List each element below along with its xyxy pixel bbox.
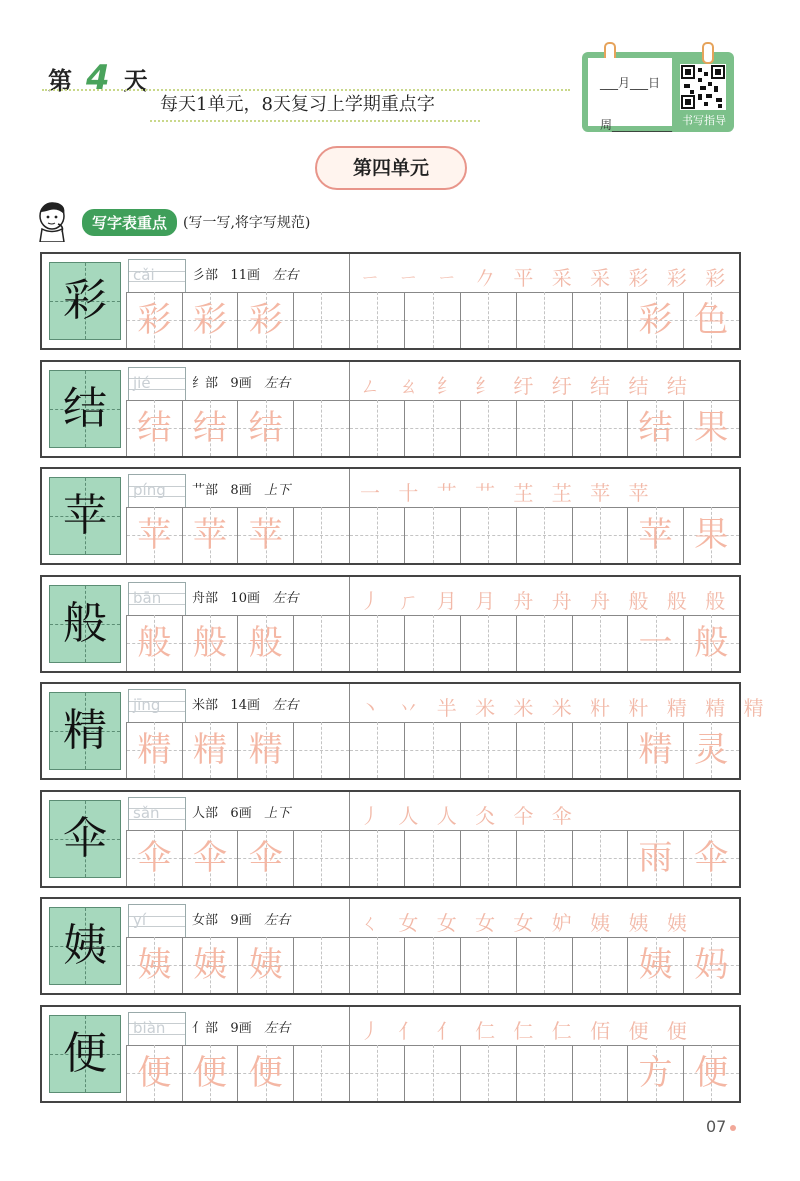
trace-character [517,292,572,348]
writing-cell[interactable] [516,937,572,993]
writing-cell[interactable] [182,615,238,671]
trace-character [405,830,460,886]
trace-character: 妈 [694,945,729,985]
info-divider [349,254,350,292]
model-character [49,692,121,770]
writing-cell[interactable] [237,615,293,671]
model-character [49,907,121,985]
trace-character [350,722,405,778]
trace-character: 结 [137,407,172,448]
trace-character [517,1045,572,1101]
writing-cell[interactable] [126,292,182,348]
writing-cell[interactable] [460,507,516,563]
writing-cell[interactable] [182,1045,238,1101]
trace-character [573,615,628,671]
writing-cell[interactable] [516,292,572,348]
date-fill-area [588,58,673,132]
trace-character [517,722,572,778]
pinyin-text: yí [133,911,147,929]
pinyin-box [128,904,186,938]
trace-character [294,830,349,886]
trace-character: 般 [248,622,283,663]
writing-cell[interactable] [627,400,683,456]
writing-grid [126,507,739,563]
trace-character: 姨 [638,945,673,985]
model-character-text: 姨 [63,920,107,971]
trace-character [461,507,516,563]
day-prefix: 第 [48,66,72,95]
trace-character [461,615,516,671]
trace-character [461,292,516,348]
stroke-count: 9画 [230,1020,252,1036]
pinyin-text: bān [133,588,162,607]
trace-character: 伞 [137,837,172,878]
writing-cell[interactable] [404,722,460,778]
writing-cell[interactable] [627,615,683,671]
writing-grid [126,830,739,886]
writing-grid [126,1045,739,1101]
writing-cell[interactable] [627,722,683,778]
writing-grid [126,722,739,778]
writing-cell[interactable] [516,1045,572,1101]
trace-character: 精 [193,730,228,770]
trace-character: 雨 [638,837,673,878]
qr-code-icon[interactable] [680,64,726,110]
writing-cell[interactable] [182,507,238,563]
trace-character: 苹 [193,515,228,555]
writing-grid [126,615,739,671]
model-character-text: 般 [63,597,107,649]
writing-cell[interactable] [182,400,238,456]
trace-character [350,615,405,671]
stroke-count: 8画 [230,483,252,498]
structure: 左右 [264,375,291,391]
model-character [49,800,121,878]
trace-character: 般 [137,622,172,663]
stroke-order: ㄥ ㄠ 纟 纟 纡 纡 结 结 结 [360,373,693,398]
trace-character [517,507,572,563]
date-card [582,52,734,132]
pinyin-text: jié [133,373,151,392]
trace-character [405,400,460,456]
writing-cell[interactable] [126,937,182,993]
trace-character [405,1045,460,1101]
trace-character [573,937,628,993]
pinyin-box [128,259,186,293]
section-badge: 写字表重点 [82,209,177,236]
model-character-text: 苹 [63,490,107,541]
trace-character: 姨 [137,945,172,985]
writing-cell[interactable] [349,615,405,671]
binder-ring-icon [702,42,714,64]
day-suffix: 天 [123,66,148,95]
date-weekday: 周__________ [600,118,673,132]
pinyin-box [128,582,186,616]
writing-cell[interactable] [460,830,516,886]
radical: 人部 [192,805,219,821]
model-character-text: 结 [63,382,107,434]
pinyin-box [128,367,186,401]
writing-cell[interactable] [237,400,293,456]
writing-cell[interactable] [182,937,238,993]
info-divider [349,577,350,615]
writing-cell[interactable] [683,292,739,348]
writing-cell[interactable] [293,615,349,671]
trace-character: 彩 [137,300,172,340]
section-note: (写一写,将字写规范) [183,215,311,231]
structure: 左右 [264,913,291,928]
trace-character: 伞 [248,837,283,878]
writing-cell[interactable] [627,830,683,886]
writing-cell[interactable] [683,1045,739,1101]
writing-cell[interactable] [237,830,293,886]
trace-character [461,937,516,993]
writing-cell[interactable] [460,1045,516,1101]
trace-character [461,722,516,778]
writing-cell[interactable] [516,722,572,778]
structure: 上下 [264,483,291,498]
writing-cell[interactable] [627,937,683,993]
writing-cell[interactable] [572,1045,628,1101]
trace-character [294,615,349,671]
stroke-count: 14画 [230,698,260,713]
trace-character [405,722,460,778]
trace-character: 苹 [638,515,673,555]
trace-character: 方 [638,1052,673,1093]
character-info [192,479,347,498]
writing-cell[interactable] [126,1045,182,1101]
trace-character [294,507,349,563]
stroke-order: 一 十 艹 艹 芏 芏 苹 苹 [360,481,655,505]
pinyin-box [128,1012,186,1046]
trace-character: 果 [694,407,729,448]
model-character-text: 精 [63,705,107,756]
writing-cell[interactable] [460,937,516,993]
trace-character: 精 [137,730,172,770]
header-subtitle: 每天1单元，8天复习上学期重点字 [160,94,435,115]
practice-row [40,360,741,458]
writing-cell[interactable] [516,830,572,886]
structure: 左右 [272,268,299,283]
trace-character: 般 [193,622,228,663]
model-character-text: 便 [63,1027,107,1079]
trace-character [294,400,349,456]
trace-character: 姨 [193,945,228,985]
writing-cell[interactable] [460,400,516,456]
writing-cell[interactable] [349,722,405,778]
writing-cell[interactable] [460,615,516,671]
stroke-order: ㄧ ㄧ ㄧ 𠂊 平 采 采 彩 彩 彩 [360,266,732,290]
trace-character: 伞 [193,837,228,878]
trace-character: 彩 [638,300,673,340]
trace-character [573,830,628,886]
model-character [49,477,121,555]
writing-cell[interactable] [126,400,182,456]
trace-character: 结 [638,407,673,448]
radical: 米部 [192,698,219,713]
writing-cell[interactable] [349,1045,405,1101]
trace-character: 结 [193,407,228,448]
pinyin-text: sǎn [133,803,160,822]
writing-cell[interactable] [349,937,405,993]
trace-character [573,507,628,563]
practice-row [40,1005,741,1103]
trace-character [517,830,572,886]
writing-cell[interactable] [572,722,628,778]
radical: 女部 [192,913,219,928]
writing-cell[interactable] [404,937,460,993]
trace-character [350,507,405,563]
writing-cell[interactable] [460,722,516,778]
writing-cell[interactable] [572,400,628,456]
writing-cell[interactable] [182,722,238,778]
info-divider [349,1007,350,1045]
writing-cell[interactable] [237,1045,293,1101]
writing-cell[interactable] [404,400,460,456]
stroke-order: 丿 人 人 仌 仐 伞 [360,803,578,828]
trace-character: 苹 [137,515,172,555]
stroke-count: 9画 [230,375,252,391]
pinyin-text: biàn [133,1018,166,1037]
trace-character [350,830,405,886]
trace-character: 结 [248,407,283,448]
writing-cell[interactable] [293,1045,349,1101]
writing-cell[interactable] [293,722,349,778]
writing-cell[interactable] [237,507,293,563]
writing-cell[interactable] [349,292,405,348]
model-character [49,585,121,663]
radical: 亻部 [192,1020,219,1036]
trace-character [294,722,349,778]
writing-cell[interactable] [404,507,460,563]
trace-character [294,1045,349,1101]
info-divider [349,899,350,937]
writing-cell[interactable] [516,400,572,456]
pinyin-box [128,474,186,508]
trace-character: 一 [638,622,673,663]
section-heading [34,200,310,244]
writing-cell[interactable] [293,830,349,886]
writing-cell[interactable] [237,937,293,993]
writing-cell[interactable] [293,400,349,456]
trace-character [517,937,572,993]
character-info [192,694,347,713]
writing-cell[interactable] [683,615,739,671]
writing-cell[interactable] [627,292,683,348]
writing-cell[interactable] [572,507,628,563]
trace-character [405,615,460,671]
structure: 左右 [272,698,299,713]
boy-thinking-icon [34,198,74,246]
structure: 左右 [264,1020,291,1036]
pinyin-box [128,689,186,723]
stroke-count: 6画 [230,805,252,821]
trace-character: 便 [248,1052,283,1093]
writing-cell[interactable] [627,1045,683,1101]
info-divider [349,469,350,507]
pinyin-text: píng [133,481,166,499]
writing-grid [126,400,739,456]
practice-row [40,682,770,780]
writing-cell[interactable] [516,615,572,671]
stroke-order: 丿 ㄏ 月 月 舟 舟 舟 般 般 般 [360,588,732,613]
writing-cell[interactable] [126,722,182,778]
model-character-text: 伞 [63,812,107,864]
pinyin-text: cǎi [133,266,155,284]
practice-row [40,467,741,565]
stroke-order: 丶 丷 半 米 米 米 籵 籵 精 精 精 [360,696,770,720]
character-info [192,372,347,391]
trace-character [461,400,516,456]
trace-character [461,1045,516,1101]
trace-character [350,400,405,456]
writing-cell[interactable] [182,830,238,886]
info-divider [349,362,350,400]
pinyin-text: jīng [133,696,161,714]
writing-cell[interactable] [683,722,739,778]
character-info [192,909,347,928]
stroke-order: 丿 亻 亻 仁 仁 仁 佰 便 便 [360,1018,693,1043]
stroke-count: 10画 [230,590,260,606]
writing-cell[interactable] [182,292,238,348]
trace-character: 便 [193,1052,228,1093]
radical: 彡部 [192,268,219,283]
trace-character [517,400,572,456]
trace-character [517,615,572,671]
writing-grid [126,937,739,993]
trace-character [294,292,349,348]
trace-character: 般 [694,622,729,663]
writing-cell[interactable] [516,507,572,563]
writing-cell[interactable] [683,937,739,993]
page-number: 07 [706,1117,736,1136]
trace-character: 精 [248,730,283,770]
day-number: 4 [86,58,110,98]
model-character [49,370,121,448]
writing-grid [126,292,739,348]
writing-cell[interactable] [404,830,460,886]
writing-cell[interactable] [683,830,739,886]
trace-character [573,722,628,778]
radical: 艹部 [192,483,219,498]
stroke-count: 9画 [230,913,252,928]
trace-character [350,292,405,348]
radical: 舟部 [192,590,219,606]
writing-cell[interactable] [627,507,683,563]
trace-character [405,292,460,348]
trace-character: 便 [137,1052,172,1093]
writing-cell[interactable] [349,400,405,456]
writing-cell[interactable] [349,507,405,563]
info-divider [349,792,350,830]
writing-cell[interactable] [126,615,182,671]
qr-label: 书写指导 [682,114,726,127]
pinyin-box [128,797,186,831]
character-info [192,802,347,821]
radical: 纟部 [192,375,219,391]
writing-cell[interactable] [293,292,349,348]
writing-cell[interactable] [572,292,628,348]
trace-character: 姨 [248,945,283,985]
model-character-text: 彩 [63,275,107,326]
writing-cell[interactable] [572,937,628,993]
writing-cell[interactable] [460,292,516,348]
character-info [192,264,347,283]
writing-cell[interactable] [293,507,349,563]
trace-character: 伞 [694,837,729,878]
trace-character [294,937,349,993]
writing-cell[interactable] [683,400,739,456]
trace-character [405,937,460,993]
stroke-order: ㄑ 女 女 女 女 妒 姨 姨 姨 [360,911,693,935]
trace-character [573,292,628,348]
trace-character [461,830,516,886]
model-character [49,1015,121,1093]
practice-row [40,897,741,995]
practice-row [40,790,741,888]
writing-cell[interactable] [237,292,293,348]
trace-character [573,400,628,456]
trace-character: 色 [694,300,729,340]
date-month-day: ___月___日 [600,76,661,90]
trace-character: 苹 [248,515,283,555]
trace-character: 灵 [694,730,729,770]
writing-cell[interactable] [404,1045,460,1101]
writing-cell[interactable] [404,615,460,671]
trace-character: 彩 [248,300,283,340]
subtitle-underline [150,120,480,122]
unit-title: 第四单元 [315,146,467,190]
stroke-count: 11画 [230,268,260,283]
writing-cell[interactable] [237,722,293,778]
practice-row [40,252,741,350]
practice-row [40,575,741,673]
trace-character: 果 [694,515,729,555]
structure: 上下 [264,805,291,821]
trace-character [405,507,460,563]
character-info [192,587,347,606]
model-character [49,262,121,340]
writing-cell[interactable] [126,830,182,886]
trace-character [573,1045,628,1101]
trace-character: 精 [638,730,673,770]
writing-cell[interactable] [683,507,739,563]
writing-cell[interactable] [126,507,182,563]
writing-cell[interactable] [572,830,628,886]
writing-cell[interactable] [293,937,349,993]
structure: 左右 [272,590,299,606]
writing-cell[interactable] [572,615,628,671]
trace-character [350,937,405,993]
writing-cell[interactable] [404,292,460,348]
info-divider [349,684,350,722]
writing-cell[interactable] [349,830,405,886]
trace-character: 彩 [193,300,228,340]
character-info [192,1017,347,1036]
trace-character: 便 [694,1052,729,1093]
trace-character [350,1045,405,1101]
